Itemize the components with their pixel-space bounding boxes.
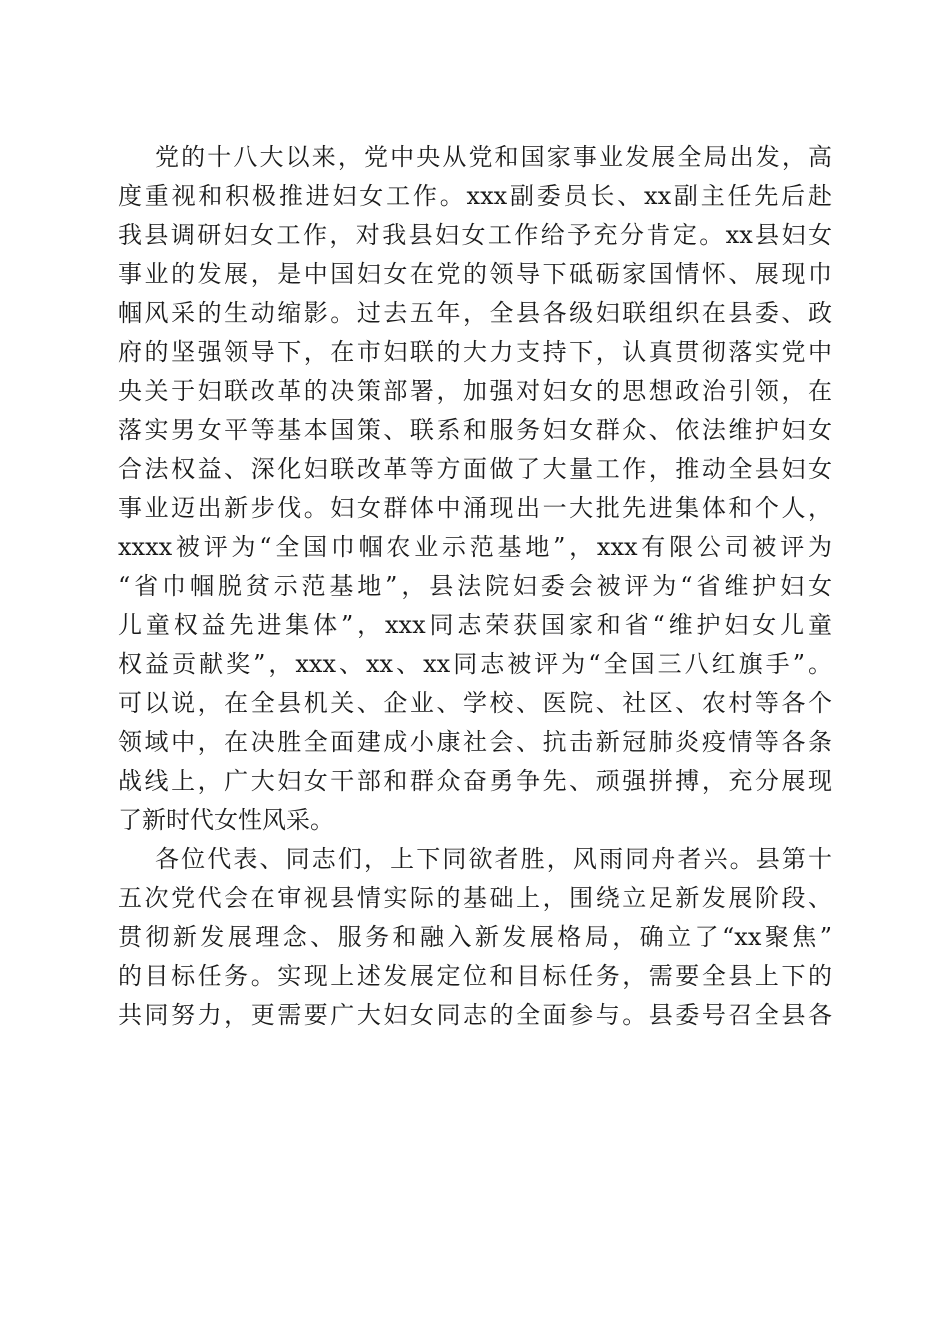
text-line: 帼风采的生动缩影。过去五年，全县各级妇联组织在县委、政	[118, 299, 832, 327]
text-line: “省巾帼脱贫示范基地”，县法院妇委会被评为“省维护妇女	[118, 572, 832, 600]
text-line: 落实男女平等基本国策、联系和服务妇女群众、依法维护妇女	[118, 416, 832, 444]
paragraph-1	[118, 138, 832, 840]
text-line: 事业的发展，是中国妇女在党的领导下砥砺家国情怀、展现巾	[118, 260, 832, 288]
text-line: 府的坚强领导下，在市妇联的大力支持下，认真贯彻落实党中	[118, 338, 832, 366]
text-line: 央关于妇联改革的决策部署，加强对妇女的思想政治引领，在	[118, 377, 832, 405]
text-line: 五次党代会在审视县情实际的基础上，围绕立足新发展阶段、	[118, 884, 832, 912]
paragraph-2	[118, 840, 832, 1035]
text-line: xxxx被评为“全国巾帼农业示范基地”，xxx有限公司被评为	[118, 533, 832, 561]
text-line: 各位代表、同志们，上下同欲者胜，风雨同舟者兴。县第十	[155, 845, 832, 873]
text-line: 可以说，在全县机关、企业、学校、医院、社区、农村等各个	[118, 689, 832, 717]
text-line: 儿童权益先进集体”，xxx同志荣获国家和省“维护妇女儿童	[118, 611, 832, 639]
text-line: 的目标任务。实现上述发展定位和目标任务，需要全县上下的	[118, 962, 832, 990]
text-line: 党的十八大以来，党中央从党和国家事业发展全局出发，高	[155, 143, 832, 171]
text-line: 领域中，在决胜全面建成小康社会、抗击新冠肺炎疫情等各条	[118, 728, 832, 756]
text-line: 度重视和积极推进妇女工作。xxx副委员长、xx副主任先后赴	[118, 182, 832, 210]
text-line: 战线上，广大妇女干部和群众奋勇争先、顽强拼搏，充分展现	[118, 767, 832, 795]
body-text	[118, 138, 832, 1035]
text-line: 了新时代女性风采。	[118, 806, 334, 834]
text-line: 权益贡献奖”，xxx、xx、xx同志被评为“全国三八红旗手”。	[118, 650, 832, 678]
text-line: 合法权益、深化妇联改革等方面做了大量工作，推动全县妇女	[118, 455, 832, 483]
text-line: 事业迈出新步伐。妇女群体中涌现出一大批先进集体和个人，	[118, 494, 832, 522]
text-line: 共同努力，更需要广大妇女同志的全面参与。县委号召全县各	[118, 1001, 832, 1029]
text-line: 贯彻新发展理念、服务和融入新发展格局，确立了“xx聚焦”	[118, 923, 832, 951]
text-line: 我县调研妇女工作，对我县妇女工作给予充分肯定。xx县妇女	[118, 221, 832, 249]
